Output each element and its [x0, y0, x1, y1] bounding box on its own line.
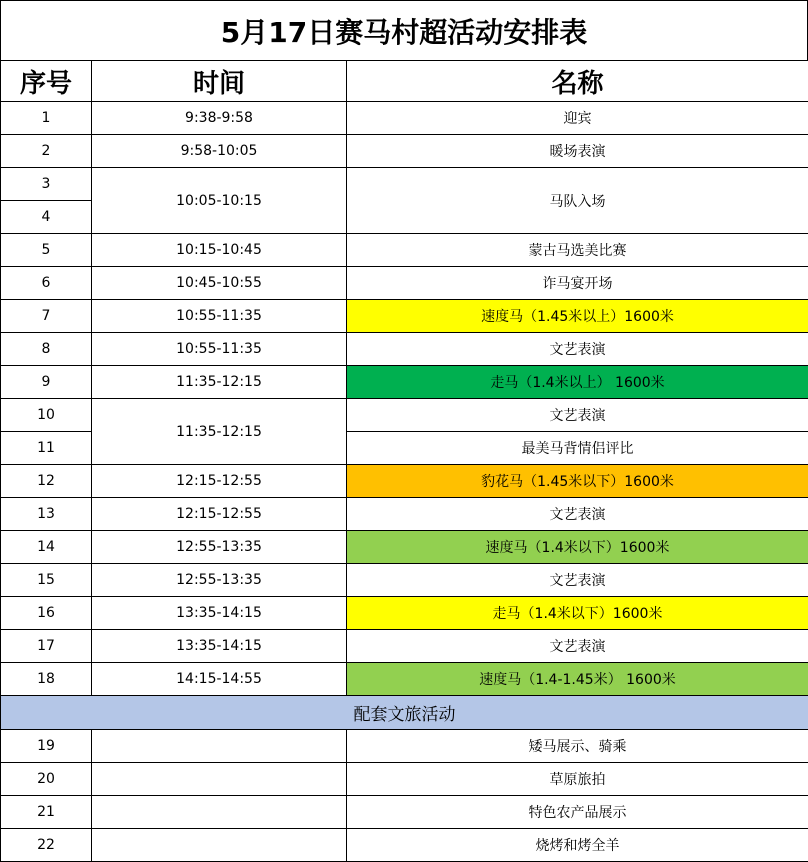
row-activity-name: 矮马展示、骑乘 [347, 730, 808, 763]
table-row [1, 763, 808, 796]
row-time: 9:38-9:58 [92, 102, 347, 135]
row-activity-name: 马队入场 [347, 168, 808, 234]
table-row [1, 102, 808, 135]
row-index: 19 [1, 730, 92, 763]
table-row [1, 135, 808, 168]
table-row [1, 333, 808, 366]
row-index: 7 [1, 300, 92, 333]
row-time: 13:35-14:15 [92, 630, 347, 663]
table-row [1, 531, 808, 564]
table-row [1, 597, 808, 630]
row-time: 10:55-11:35 [92, 300, 347, 333]
table-row [1, 498, 808, 531]
row-time: 12:15-12:55 [92, 498, 347, 531]
row-activity-name: 草原旅拍 [347, 763, 808, 796]
row-activity-name: 诈马宴开场 [347, 267, 808, 300]
row-index: 9 [1, 366, 92, 399]
row-index: 6 [1, 267, 92, 300]
table-row [1, 465, 808, 498]
table-row [1, 730, 808, 763]
section-row [1, 696, 808, 730]
schedule-table [0, 60, 808, 862]
table-row [1, 267, 808, 300]
row-time: 14:15-14:55 [92, 663, 347, 696]
row-activity-name: 文艺表演 [347, 630, 808, 663]
row-time: 13:35-14:15 [92, 597, 347, 630]
row-activity-name: 速度马（1.4-1.45米） 1600米 [347, 663, 808, 696]
row-index: 18 [1, 663, 92, 696]
row-activity-name: 速度马（1.4米以下）1600米 [347, 531, 808, 564]
row-index: 5 [1, 234, 92, 267]
section-label: 配套文旅活动 [1, 696, 808, 730]
header-index: 序号 [1, 61, 92, 102]
row-time: 10:05-10:15 [92, 168, 347, 234]
row-activity-name: 烧烤和烤全羊 [347, 829, 808, 862]
row-index: 11 [1, 432, 92, 465]
row-time [92, 763, 347, 796]
header-row [1, 61, 808, 102]
row-index: 21 [1, 796, 92, 829]
row-time: 10:55-11:35 [92, 333, 347, 366]
row-index: 3 [1, 168, 92, 201]
row-index: 13 [1, 498, 92, 531]
row-index: 4 [1, 201, 92, 234]
table-row [1, 663, 808, 696]
row-index: 14 [1, 531, 92, 564]
row-activity-name: 文艺表演 [347, 564, 808, 597]
row-activity-name: 暖场表演 [347, 135, 808, 168]
page-title: 5月17日赛马村超活动安排表 [0, 0, 808, 60]
schedule-body [1, 102, 808, 862]
row-time [92, 796, 347, 829]
row-activity-name: 文艺表演 [347, 333, 808, 366]
row-activity-name: 特色农产品展示 [347, 796, 808, 829]
row-activity-name: 文艺表演 [347, 498, 808, 531]
row-activity-name: 迎宾 [347, 102, 808, 135]
row-activity-name: 蒙古马选美比赛 [347, 234, 808, 267]
row-time: 11:35-12:15 [92, 399, 347, 465]
row-time: 10:15-10:45 [92, 234, 347, 267]
row-time: 12:55-13:35 [92, 531, 347, 564]
row-index: 2 [1, 135, 92, 168]
row-time [92, 829, 347, 862]
table-row [1, 829, 808, 862]
row-activity-name: 豹花马（1.45米以下）1600米 [347, 465, 808, 498]
row-index: 8 [1, 333, 92, 366]
row-index: 10 [1, 399, 92, 432]
table-row [1, 796, 808, 829]
row-time: 12:15-12:55 [92, 465, 347, 498]
table-row [1, 300, 808, 333]
row-index: 15 [1, 564, 92, 597]
row-activity-name: 最美马背情侣评比 [347, 432, 808, 465]
table-row [1, 234, 808, 267]
row-activity-name: 走马（1.4米以下）1600米 [347, 597, 808, 630]
row-time: 10:45-10:55 [92, 267, 347, 300]
table-row [1, 168, 808, 201]
row-time [92, 730, 347, 763]
row-activity-name: 走马（1.4米以上） 1600米 [347, 366, 808, 399]
row-index: 20 [1, 763, 92, 796]
header-name: 名称 [347, 61, 808, 102]
row-index: 17 [1, 630, 92, 663]
table-row [1, 564, 808, 597]
row-time: 9:58-10:05 [92, 135, 347, 168]
header-time: 时间 [92, 61, 347, 102]
table-row [1, 366, 808, 399]
row-activity-name: 速度马（1.45米以上）1600米 [347, 300, 808, 333]
row-index: 1 [1, 102, 92, 135]
row-time: 11:35-12:15 [92, 366, 347, 399]
row-index: 22 [1, 829, 92, 862]
row-index: 12 [1, 465, 92, 498]
row-time: 12:55-13:35 [92, 564, 347, 597]
table-row [1, 630, 808, 663]
row-activity-name: 文艺表演 [347, 399, 808, 432]
row-index: 16 [1, 597, 92, 630]
table-row [1, 399, 808, 432]
